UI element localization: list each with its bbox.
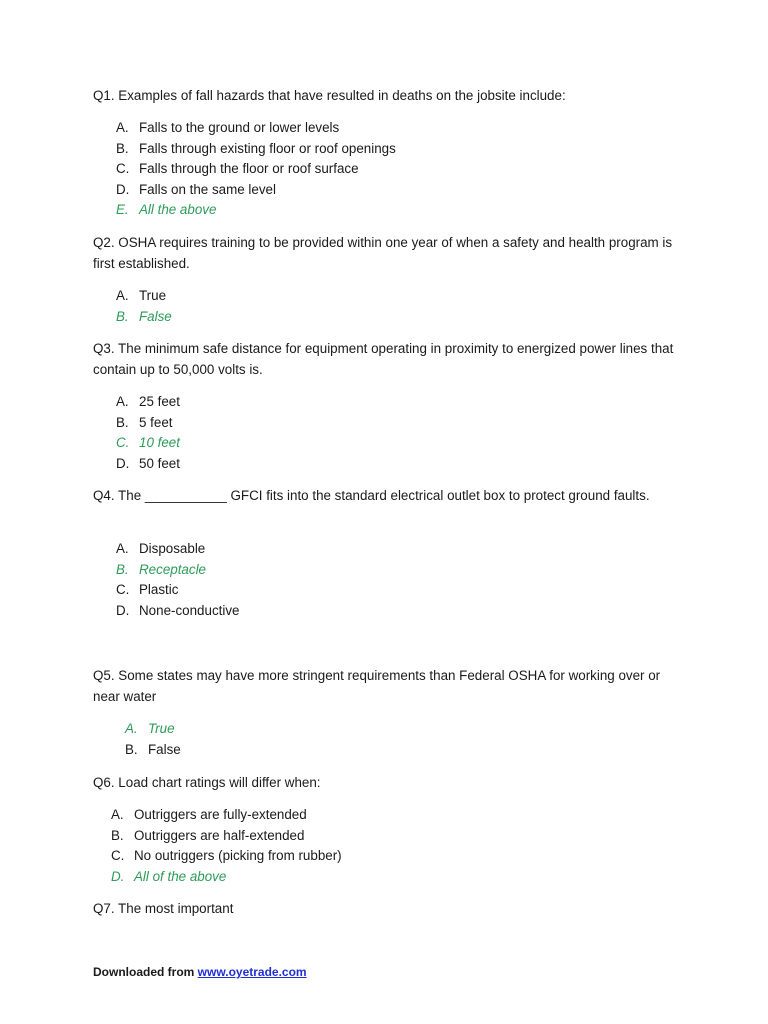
document-page: Q1. Examples of fall hazards that have resulted in deaths on the jobsite include: A. Falls to the ground or lower levels B. Falls through existing floor or roof openings C. Falls through the floor or roof surface D. Falls on the same level E. All the above Q2. OSHA requires training to be provided within one year of when a safety and health program is first established. A. True B. False Q3. The minimum safe distance for equipment operating in proximity to energized power lines that contain up to 50,000 volts is. A. 25 feet B. 5 feet C. 10 feet D. 50 feet Q4. The ___________ GFCI fits into the standard electrical outlet box to protect ground faults. A. Disposable B. Receptacle C. Plastic D. None-conductive Q5. Some states may have more stringent requirements than Federal OSHA for working over or near water A. True B. False Q6. Load chart ratings will differ when: A. Outriggers are fully-extended B. Outriggers are half-extended C. No outriggers (picking from rubber) D. All of the above Q7. The most important Downloaded from www.oyetrade.com bbox=[0, 0, 768, 1024]
footer-prefix: Downloaded from bbox=[93, 965, 198, 979]
question-2: Q2. OSHA requires training to be provided within one year of when a safety and health program is first established. bbox=[93, 235, 673, 271]
question-7: Q7. The most important bbox=[93, 901, 234, 916]
oyetrade-link[interactable]: www.oyetrade.com bbox=[197, 965, 307, 979]
question-4: Q4. The ___________ GFCI fits into the standard electrical outlet box to protect ground faults. bbox=[93, 488, 650, 503]
question-3: Q3. The minimum safe distance for equipment operating in proximity to energized power lines that contain up to 50,000 volts is. bbox=[93, 341, 674, 377]
question-5: Q5. Some states may have more stringent requirements than Federal OSHA for working over or near water bbox=[93, 668, 661, 704]
question-1: Q1. Examples of fall hazards that have resulted in deaths on the jobsite include: bbox=[93, 88, 566, 103]
download-footer bbox=[93, 962, 307, 983]
question-6: Q6. Load chart ratings will differ when: bbox=[93, 775, 321, 790]
